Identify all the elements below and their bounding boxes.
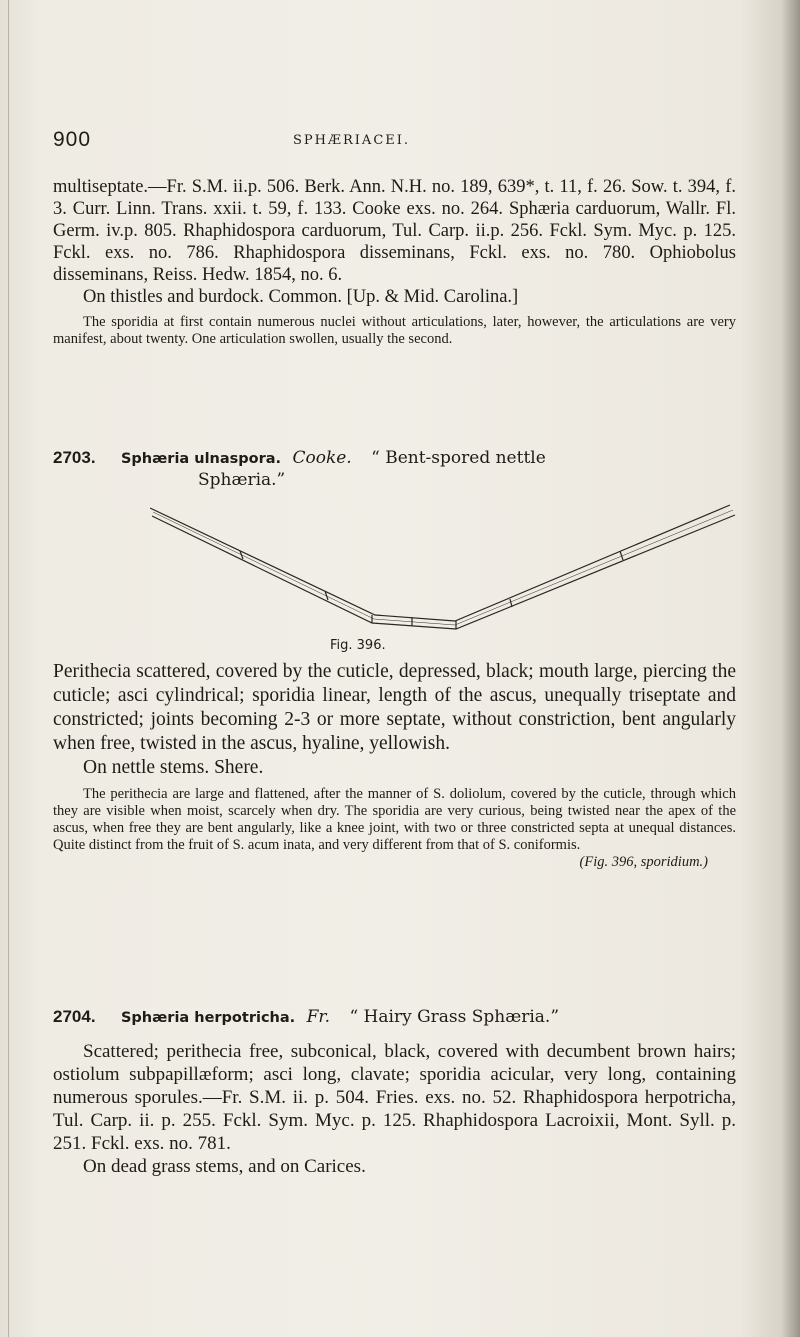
note-paragraph: The sporidia at first contain numerous nuclei without articulations, later, however, the articulations are very manifest, about twenty. One articulation swollen, usually the second. [53, 314, 736, 347]
common-name: “ Bent-spored nettle [371, 448, 546, 468]
habitat-line: On dead grass stems, and on Carices. [83, 1156, 366, 1177]
page-edge-shadow [782, 0, 800, 1337]
species-authority: Cooke. [292, 448, 352, 468]
page-header [53, 128, 733, 158]
entry-number: 2704. [53, 1007, 96, 1026]
description-paragraph: Scattered; perithecia free, subconical, black, covered with decumbent brown hairs; ostiolum subpapillæform; asci long, clavate; sporidia acicular, very long, containing numerous sporules.—Fr. S.M. ii. p. 504. Fries. exs. no. 52. Rhaphidospora herpotricha, Tul. Carp. ii. p. 255. Fckl. Sym. Myc. p. 125. Rhaphidospora Lacroixii, Mont. Syll. p. 251. Fckl. exs. no. 781. [53, 1041, 736, 1154]
references-paragraph: multiseptate.—Fr. S.M. ii.p. 506. Berk. Ann. N.H. no. 189, 639*, t. 11, f. 26. Sow. t. 394, f. 3. Curr. Linn. Trans. xxii. t. 59, f. 133. Cooke exs. no. 264. Sphæria carduorum, Wallr. Fl. Germ. iv.p. 805. Rhaphidospora carduorum, Tul. Carp. ii.p. 256. Fckl. Sym. Myc. p. 125. Fckl. exs. no. 786. Rhaphidospora disseminans, Fckl. exs. no. 780. Ophiobolus disseminans, Reiss. Hedw. 1854, no. 6. [53, 177, 736, 285]
common-name-continued: Sphæria.” [198, 470, 286, 490]
species-name: Sphæria ulnaspora. [120, 451, 282, 467]
entry-2704-heading [53, 1006, 743, 1029]
top-block [53, 176, 736, 348]
running-head: SPHÆRIACEI. [293, 133, 411, 148]
common-name: “ Hairy Grass Sphæria.” [349, 1007, 560, 1027]
species-authority: Fr. [306, 1007, 331, 1027]
note-paragraph: The perithecia are large and flattened, after the manner of S. doliolum, covered by the cuticle, through which they are visible when moist, scarcely when dry. The sporidia are very curious, being twisted near the apex of the ascus, when free they are bent angularly, like a knee joint, with two or three constricted septa at unequal distances. Quite distinct from the fruit of S. acum inata, and very different from that of S. coniformis. [53, 786, 736, 853]
sporidium-illustration [150, 503, 740, 633]
page-number: 900 [53, 128, 92, 151]
entry-2703-body [53, 660, 736, 871]
entry-2703-heading [53, 447, 743, 491]
figure-label: Fig. 396. [330, 638, 386, 653]
page-gutter-line [8, 0, 9, 1337]
habitat-line: On nettle stems. Shere. [83, 757, 264, 778]
habitat-line: On thistles and burdock. Common. [Up. & Mid. Carolina.] [83, 287, 519, 307]
note-figure-caption: (Fig. 396, sporidium.) [579, 854, 708, 870]
entry-number: 2703. [53, 448, 96, 467]
species-name: Sphæria herpotricha. [120, 1010, 296, 1026]
entry-2704-body [53, 1040, 736, 1178]
description-paragraph: Perithecia scattered, covered by the cuticle, depressed, black; mouth large, piercing the cuticle; asci cylindrical; sporidia linear, length of the ascus, unequally triseptate and constricted; joints becoming 2-3 or more septate, without constriction, bent angularly when free, twisted in the ascus, hyaline, yellowish. [53, 661, 736, 754]
